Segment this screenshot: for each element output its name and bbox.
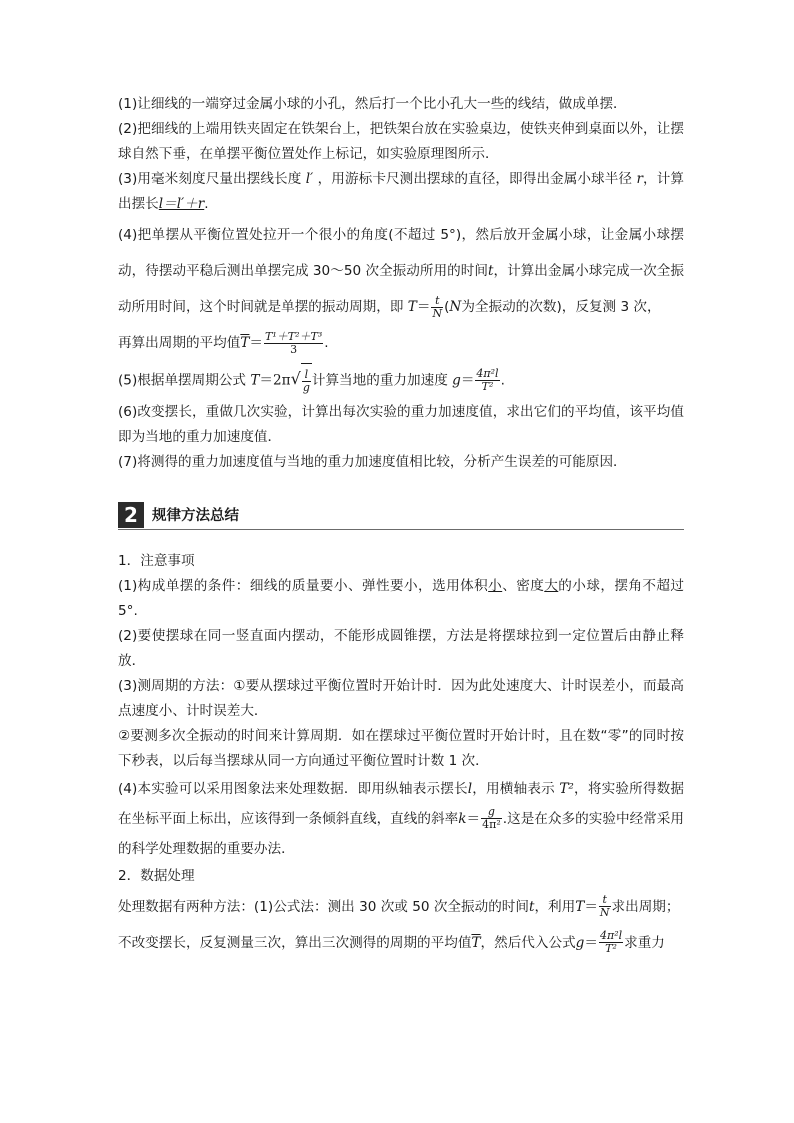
note-4-text-d: .这是在众多的实验中经常采用的科学处理数据的重要办法． [118,810,684,857]
step-4-period-symbol: T [407,299,417,315]
note-4-fraction-denominator: 4π² [482,818,501,831]
step-4-fraction-numerator: t [431,295,443,308]
step-4-text-a: (4)把单摆从平衡位置处拉开一个很小的角度(不超过 5°)，然后放开金属小球，让金属小球摆动，待摆动平稳后测出单摆完成 30～50 次全振动所用的时间 [118,227,684,279]
step-3-radius: r [636,171,643,187]
section-title: 规律方法总结 [152,508,239,524]
section-number-badge: 2 [118,502,144,528]
section-header [118,501,684,529]
step-3-formula: l＝l′＋r [158,196,205,212]
step-4-equals-2: ＝ [249,335,264,351]
dp-text-e: ，然后代入公式 [480,934,576,951]
dp-fraction-2 [599,930,623,954]
step-5-sqrt [291,361,312,400]
step-5-sqrt-denominator: g [302,381,310,394]
note-4-fraction-numerator: g [481,806,502,819]
data-processing-heading: 2．数据处理 [118,867,195,884]
note-4-length-symbol: l [467,780,473,797]
note-4-equals: ＝ [466,810,481,827]
dp-fraction [599,894,611,918]
step-4-text-e: 再算出周期的平均值 [118,335,241,351]
step-3 [118,167,684,217]
dp-equals-2: ＝ [584,934,598,951]
dp-text-d: 不改变摆长，反复测量三次，算出三次测得的周期的平均值 [118,934,472,951]
section-divider [118,529,684,530]
dp-fraction-2-denominator: T² [605,942,617,955]
step-7: (7)将测得的重力加速度值与当地的重力加速度值相比较，分析产生误差的可能原因． [118,453,627,470]
dp-fraction-numerator: t [599,894,611,907]
note-1-large: 大 [544,577,559,594]
dp-gravity-symbol: g [575,934,585,951]
step-4-average-period: $\overline{T}$ [240,335,250,351]
step-3-end: . [204,196,209,212]
step-4-average-denominator: 3 [290,342,298,356]
note-3: (3)测周期的方法：①要从摆球过平衡位置时开始计时．因为此处速度大、计时误差小，而最高点速度小、计时误差大． [118,677,684,719]
radical-sign-icon: √ [290,369,301,388]
note-4-slope-symbol: k [458,810,467,827]
dp-fraction-denominator: N [599,906,610,919]
step-4-fraction [431,295,443,319]
step-3-text-b: ，用游标卡尺测出摆球的直径，即得出金属小球半径 [317,171,633,187]
step-4-average-fraction [264,331,323,355]
note-1-text-a: (1)构成单摆的条件：细线的质量要小、弹性要小，选用体积 [118,577,489,594]
note-2: (2)要使摆球在同一竖直面内摆动，不能形成圆锥摆，方法是将摆球拉到一定位置后由静止释放． [118,627,684,669]
step-5-sqrt-numerator: l [302,369,311,382]
note-1-text-b: 、密度 [502,577,545,594]
step-5-sqrt-fraction [302,369,311,393]
step-1: (1)让细线的一端穿过金属小球的小孔，然后打一个比小孔大一些的线结，做成单摆． [118,96,627,112]
step-4 [118,217,684,361]
step-4-count-symbol: N [449,299,462,315]
step-5 [118,361,684,400]
step-4-average-numerator: T¹＋T²＋T³ [265,329,323,343]
note-4-period-squared: T² [559,780,574,797]
dp-period-symbol: T [575,898,585,915]
step-5-gravity-symbol: g [452,372,461,389]
dp-time: t [528,898,535,915]
step-3-text-c: ，计算出摆长 [118,171,684,212]
dp-average-period: $\overline{T}$ [471,934,481,951]
step-6: (6)改变摆长，重做几次实验，计算出每次实验的重力加速度值，求出它们的平均值，该平均值即为当地的重力加速度值． [118,403,684,445]
step-5-equals: ＝2π [259,372,291,389]
step-5-fraction [475,368,499,392]
note-3b: ②要测多次全振动的时间来计算周期．如在摆球过平衡位置时开始计时，且在数“零”的同时按下秒表，以后每当摆球从同一方向通过平衡位置时计数 1 次． [118,727,684,769]
notes-heading: 1．注意事项 [118,552,195,569]
step-5-fraction-denominator: T² [481,379,494,393]
note-4-fraction [481,806,502,830]
step-5-equals-2: ＝ [460,372,475,389]
step-4-fraction-denominator: N [432,306,443,320]
step-4-equals: ＝ [416,299,431,315]
step-5-end: . [500,372,505,389]
note-1-text-c: 的小球，摆角不超过 5°. [118,577,685,619]
step-4-end: . [324,335,329,351]
step-4-text-d: 为全振动的次数)，反复测 3 次， [461,299,661,315]
note-1 [118,574,684,624]
dp-text-b: ，利用 [534,898,576,915]
step-4-time: t [487,263,494,279]
step-2: (2)把细线的上端用铁夹固定在铁架台上，把铁架台放在实验桌边，使铁夹伸到桌面以外，让摆球自然下垂，在单摆平衡位置处作上标记，如实验原理图所示． [118,121,684,162]
note-4 [118,774,684,864]
step-5-fraction-numerator: 4π²l [476,367,499,381]
dp-text-c: 求出周期； [611,898,680,915]
step-3-line-length: l′ [305,171,314,187]
step-5-period-symbol: T [250,372,260,389]
step-3-text-a: (3)用毫米刻度尺量出摆线长度 [118,171,302,187]
dp-text-f: 求重力 [624,934,665,951]
step-5-text-a: (5)根据单摆周期公式 [118,372,247,389]
step-4-text-b: ，计算出金属小球完成一次全振动所用时间，这个时间就是单摆的振动周期，即 [118,263,684,315]
data-processing-paragraph [118,889,684,961]
step-4-text-c: ( [444,299,450,315]
note-4-text-b: ，用横轴表示 [472,780,555,797]
note-4-text-a: (4)本实验可以采用图象法来处理数据．即用纵轴表示摆长 [118,780,468,797]
note-1-small: 小 [488,577,503,594]
dp-text-a: 处理数据有两种方法：(1)公式法：测出 30 次或 50 次全振动的时间 [118,898,529,915]
note-4-text-c: ，将实验所得数据在坐标平面上标出，应该得到一条倾斜直线，直线的斜率 [118,780,684,827]
dp-fraction-2-numerator: 4π²l [599,929,623,943]
dp-equals: ＝ [584,898,598,915]
step-5-text-b: 计算当地的重力加速度 [311,372,448,389]
content-column [118,92,684,961]
